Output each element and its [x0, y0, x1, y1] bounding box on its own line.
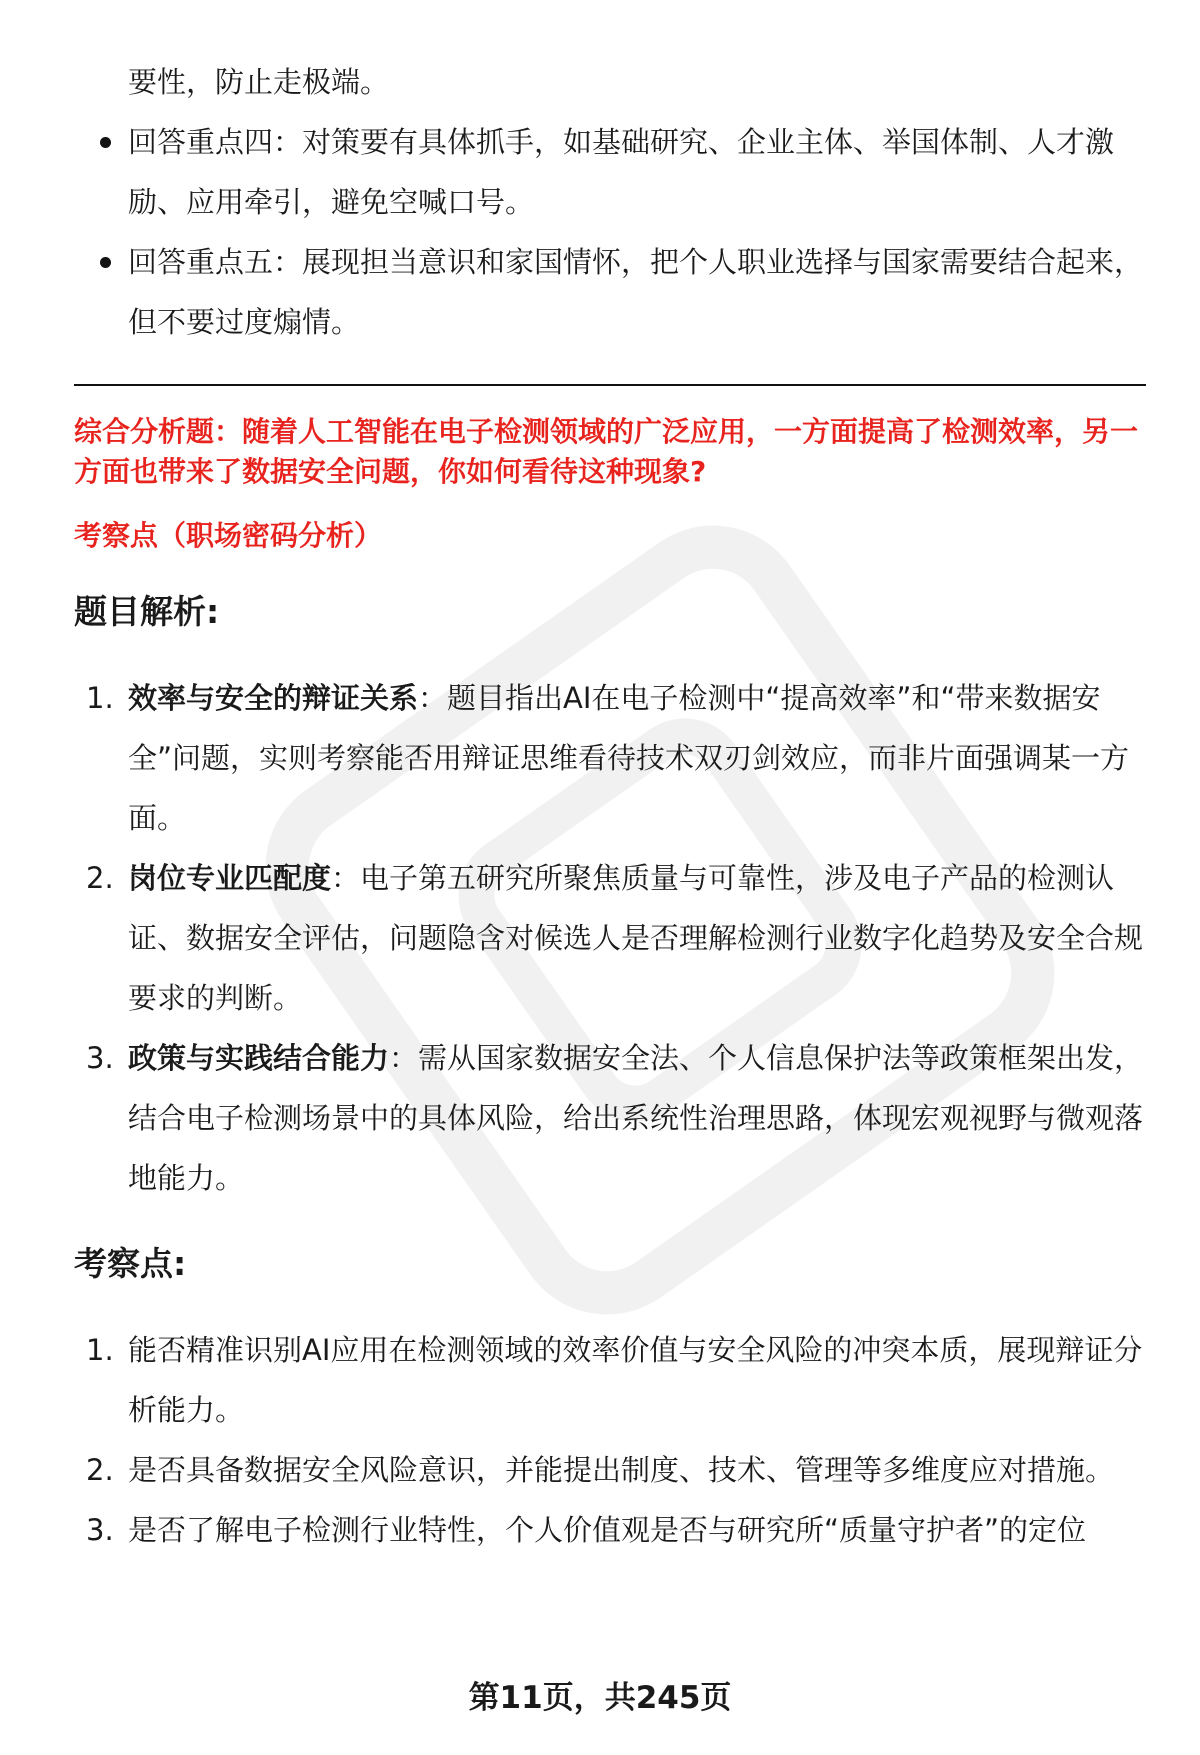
- item-number: 3.: [86, 1041, 114, 1075]
- item-number: 1.: [86, 681, 114, 715]
- list-item: [74, 112, 1146, 232]
- list-item: [74, 1440, 1146, 1500]
- bullet-text: 要性，防止走极端。: [128, 65, 390, 99]
- item-number: 1.: [86, 1333, 114, 1367]
- page-content: [74, 52, 1146, 1560]
- list-item: [74, 1500, 1146, 1560]
- page-footer: 第11页，共245页: [468, 1680, 732, 1716]
- list-item: [74, 1028, 1146, 1208]
- question-subtitle: 考察点（职场密码分析）: [74, 519, 383, 552]
- analysis-heading: 题目解析:: [74, 592, 220, 631]
- list-item: [74, 668, 1146, 848]
- top-bullet-list: [74, 52, 1146, 352]
- item-number: 2.: [86, 861, 114, 895]
- question-title: 综合分析题：随着人工智能在电子检测领域的广泛应用，一方面提高了检测效率，另一方面也带来了数据安全问题，你如何看待这种现象?: [74, 415, 1139, 488]
- item-keyword: 政策与实践结合能力: [128, 1041, 390, 1075]
- section-divider: [74, 384, 1146, 386]
- item-text: ：题目指出AI在电子检测中“提高效率”和“带来数据安全”问题，实则考察能否用辩证思维看待技术双刃剑效应，而非片面强调某一方面。: [128, 681, 1130, 835]
- item-keyword: 效率与安全的辩证关系: [128, 681, 419, 715]
- item-text: 是否了解电子检测行业特性，个人价值观是否与研究所“质量守护者”的定位: [128, 1513, 1087, 1547]
- item-keyword: 岗位专业匹配度: [128, 861, 332, 895]
- item-text: 是否具备数据安全风险意识，并能提出制度、技术、管理等多维度应对措施。: [128, 1453, 1115, 1487]
- list-item: [74, 232, 1146, 352]
- item-text: ：需从国家数据安全法、个人信息保护法等政策框架出发，结合电子检测场景中的具体风险，给出系统性治理思路，体现宏观视野与微观落地能力。: [128, 1041, 1144, 1195]
- bullet-text: 回答重点五：展现担当意识和家国情怀，把个人职业选择与国家需要结合起来，但不要过度煽情。: [128, 245, 1144, 339]
- list-item: [74, 52, 1146, 112]
- item-text: 能否精准识别AI应用在检测领域的效率价值与安全风险的冲突本质，展现辩证分析能力。: [128, 1333, 1143, 1427]
- item-number: 3.: [86, 1513, 114, 1547]
- points-heading: 考察点:: [74, 1244, 187, 1283]
- points-list: [74, 1320, 1146, 1560]
- list-item: [74, 848, 1146, 1028]
- bullet-dot-icon: [100, 257, 111, 268]
- list-item: [74, 1320, 1146, 1440]
- bullet-dot-icon: [100, 137, 111, 148]
- item-text: ：电子第五研究所聚焦质量与可靠性，涉及电子产品的检测认证、数据安全评估，问题隐含对候选人是否理解检测行业数字化趋势及安全合规要求的判断。: [128, 861, 1144, 1015]
- bullet-text: 回答重点四：对策要有具体抓手，如基础研究、企业主体、举国体制、人才激励、应用牵引，避免空喊口号。: [128, 125, 1115, 219]
- item-number: 2.: [86, 1453, 114, 1487]
- analysis-list: [74, 668, 1146, 1208]
